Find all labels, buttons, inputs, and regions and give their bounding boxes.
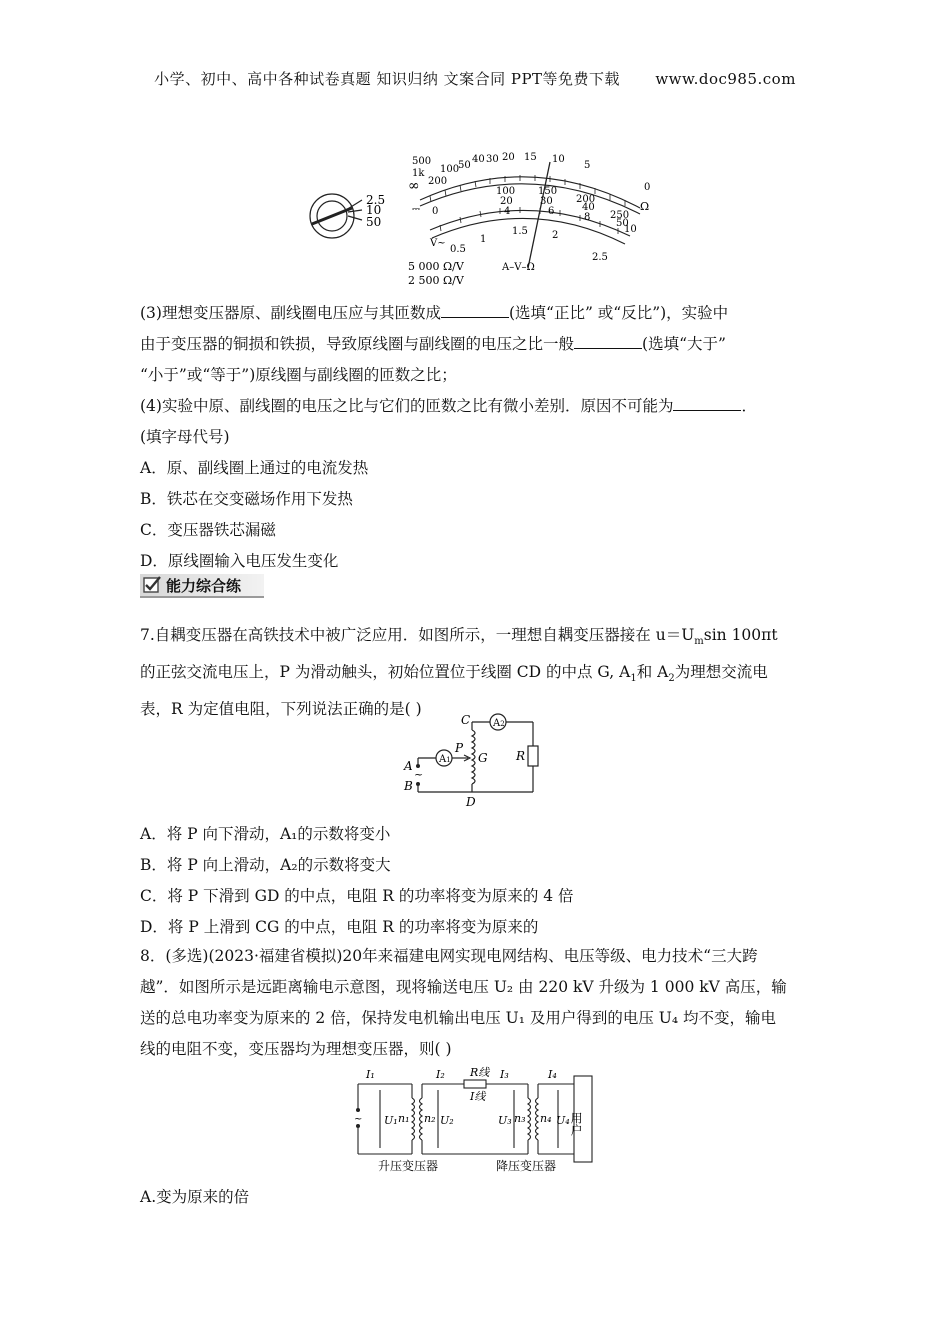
q6-p3-text: 由于变压器的铜损和铁损，导致原线圈与副线圈的电压之比一般 bbox=[140, 335, 575, 353]
label-r: R bbox=[516, 749, 526, 763]
selector-label-2.5: 2.5 bbox=[366, 193, 386, 207]
multimeter-figure bbox=[300, 150, 680, 290]
q6-p3-text: (选填“正比” 或“反比”)，实验中 bbox=[508, 304, 729, 322]
dc-symbol: ⎓ bbox=[412, 204, 420, 215]
ohm-label: 500 bbox=[412, 156, 432, 167]
q8-option-a[interactable]: A.变为原来的倍 bbox=[140, 1188, 250, 1206]
q6-option-a[interactable]: A．原、副线圈上通过的电流发热 bbox=[140, 459, 369, 477]
infinity-label: ∞ bbox=[408, 178, 420, 194]
q6-option-c[interactable]: C．变压器铁芯漏磁 bbox=[140, 521, 276, 539]
ac-label: 1 bbox=[480, 234, 487, 245]
dc-label: 6 bbox=[548, 206, 555, 217]
dc-label: 8 bbox=[584, 212, 591, 223]
ohm-label: 5 bbox=[584, 160, 591, 171]
q8-text: 线的电阻不变，变压器均为理想变压器，则( ) bbox=[140, 1040, 452, 1058]
section-banner bbox=[140, 572, 268, 599]
q6-p3-text: “小于”或“等于”)原线圈与副线圈的匝数之比； bbox=[140, 366, 457, 384]
label-d: D bbox=[466, 795, 476, 809]
dc-label: 40 bbox=[582, 202, 595, 213]
sensitivity-1: 5 000 Ω/V bbox=[408, 260, 464, 273]
q7-sub: m bbox=[694, 636, 704, 648]
q8-text: 送的总电功率变为原来的 2 倍，保持发电机输出电压 U₁ 及用户得到的电压 U₄ 均不变，输电 bbox=[140, 1009, 776, 1027]
label-u3: U₃ bbox=[498, 1114, 512, 1127]
ohm-symbol: Ω bbox=[640, 200, 650, 213]
ac-label: 2.5 bbox=[592, 252, 608, 263]
q7-text: 表，R 为定值电阻，下列说法正确的是( ) bbox=[140, 700, 422, 719]
ohm-label: 15 bbox=[524, 152, 537, 163]
label-u1: U₁ bbox=[384, 1114, 398, 1127]
selector-label-50: 50 bbox=[366, 215, 382, 229]
checkbox-icon bbox=[142, 575, 162, 595]
label-n4: n₄ bbox=[540, 1112, 552, 1125]
transmission-diagram bbox=[350, 1062, 600, 1174]
q7-option-a[interactable]: A．将 P 向下滑动，A₁的示数将变小 bbox=[140, 825, 391, 843]
ohm-scale-labels bbox=[408, 152, 650, 213]
label-u4: U₄ bbox=[556, 1114, 570, 1127]
avo-label: A–V–Ω bbox=[502, 262, 535, 273]
label-i-line: I线 bbox=[470, 1090, 486, 1103]
label-n3: n₃ bbox=[514, 1112, 526, 1125]
page-header bbox=[0, 68, 950, 89]
q7-option-b[interactable]: B．将 P 向上滑动，A₂的示数将变大 bbox=[140, 856, 391, 874]
section-title: 能力综合练 bbox=[166, 577, 242, 595]
q7-option-c[interactable]: C．将 P 下滑到 GD 的中点，电阻 R 的功率将变为原来的 4 倍 bbox=[140, 887, 574, 905]
q7-text: 的正弦交流电压上，P 为滑动触头，初始位置位于线圈 CD 的中点 G, A bbox=[140, 663, 631, 682]
label-c: C bbox=[461, 713, 471, 727]
dc-label: 250 bbox=[610, 210, 630, 221]
q7-text: 7.自耦变压器在高铁技术中被广泛应用．如图所示，一理想自耦变压器接在 u＝U bbox=[140, 626, 695, 644]
label-i4: I₄ bbox=[548, 1068, 557, 1081]
q6-p4-text: (4)实验中原、副线圈的电压之比与它们的匝数之比有微小差别．原因不可能为 bbox=[140, 397, 674, 415]
q6-p3-text: (3)理想变压器原、副线圈电压应与其匝数成 bbox=[140, 304, 441, 322]
dc-label: 150 bbox=[538, 186, 558, 197]
label-r-line: R线 bbox=[470, 1066, 490, 1079]
label-b: B bbox=[404, 779, 413, 793]
answer-blank[interactable] bbox=[673, 396, 741, 411]
ohm-label: 50 bbox=[458, 160, 471, 171]
dc-label: 10 bbox=[624, 224, 637, 235]
dc-label: 0 bbox=[432, 206, 439, 217]
q6-option-b[interactable]: B．铁芯在交变磁场作用下发热 bbox=[140, 490, 353, 508]
step-down-label: 降压变压器 bbox=[496, 1159, 557, 1173]
dc-label: 30 bbox=[540, 196, 553, 207]
ohm-label: 100 bbox=[440, 164, 460, 175]
step-up-label: 升压变压器 bbox=[378, 1159, 439, 1173]
ac-label: 2 bbox=[552, 230, 559, 241]
label-p: P bbox=[455, 741, 464, 755]
q7-text: sin 100πt bbox=[703, 626, 778, 644]
autotransformer-circuit bbox=[398, 712, 543, 812]
q6-option-d[interactable]: D．原线圈输入电压发生变化 bbox=[140, 552, 339, 570]
label-n2: n₂ bbox=[424, 1112, 436, 1125]
ohm-label: 30 bbox=[486, 154, 499, 165]
dc-label: 200 bbox=[576, 194, 596, 205]
label-i2: I₂ bbox=[436, 1068, 445, 1081]
ammeter-a2-label: A2 bbox=[493, 718, 505, 729]
q8-text: 8．(多选)(2023·福建省模拟)20年来福建电网实现电网结构、电压等级、电力技术“三大跨 bbox=[140, 947, 758, 965]
selector-label-10: 10 bbox=[366, 203, 382, 217]
ac-symbol: V~ bbox=[430, 238, 446, 249]
q6-p4-text: ． bbox=[741, 397, 757, 415]
sensitivity-2: 2 500 Ω/V bbox=[408, 274, 464, 287]
header-text: 小学、初中、高中各种试卷真题 知识归纳 文案合同 PPT等免费下载 bbox=[154, 70, 621, 88]
q6-p3-text: (选填“大于” bbox=[642, 335, 726, 353]
answer-blank[interactable] bbox=[574, 334, 642, 349]
ohm-label: 0 bbox=[644, 182, 651, 193]
q7-text: 和 A bbox=[636, 663, 669, 682]
ammeter-a1-label: A1 bbox=[439, 754, 451, 765]
q6-part3 bbox=[140, 298, 812, 453]
ac-scale-labels bbox=[429, 226, 608, 263]
dc-label: 50 bbox=[616, 218, 629, 229]
q8-text: 越”．如图所示是远距离输电示意图，现将输送电压 U₂ 由 220 kV 升级为 1 000 kV 高压，输 bbox=[140, 978, 787, 996]
ohm-label: 40 bbox=[472, 154, 485, 165]
ac-label: 0.5 bbox=[450, 244, 466, 255]
selector-knob bbox=[310, 194, 362, 238]
answer-blank[interactable] bbox=[441, 303, 509, 318]
label-n1: n₁ bbox=[398, 1112, 410, 1125]
ohm-label: 1k bbox=[412, 168, 425, 179]
user-box-label: 用户 bbox=[569, 1112, 583, 1136]
dc-label: 20 bbox=[500, 196, 513, 207]
ohm-label: 10 bbox=[552, 154, 565, 165]
q7-text: 为理想交流电 bbox=[674, 663, 768, 682]
label-i1: I₁ bbox=[366, 1068, 375, 1081]
label-a: A bbox=[404, 759, 413, 773]
ohm-label: 20 bbox=[502, 152, 515, 163]
q7-option-d[interactable]: D．将 P 上滑到 CG 的中点，电阻 R 的功率将变为原来的 bbox=[140, 918, 539, 936]
ohm-label: 200 bbox=[428, 176, 448, 187]
ac-source-symbol: ~ bbox=[414, 768, 424, 781]
q6-p4-text: (填字母代号) bbox=[140, 428, 230, 446]
dc-label: 100 bbox=[496, 186, 516, 197]
q7-stem: 7.自耦变压器在高铁技术中被广泛应用．如图所示，一理想自耦变压器接在 $u=U_m\sin$ 100πt 的正弦交流电压上，P 为滑动触头，初始位置位于线圈 CD 的中点 G, $A_1$和 $A_2$为理想交流电 表，R 为定值电阻，下列说法正确的是( ) bbox=[140, 620, 812, 725]
generator-ac-symbol: ~ bbox=[354, 1114, 363, 1125]
label-g: G bbox=[478, 751, 488, 765]
q8-stem bbox=[140, 941, 812, 1065]
label-u2: U₂ bbox=[440, 1114, 454, 1127]
dc-label: 4 bbox=[504, 206, 511, 217]
label-i3: I₃ bbox=[500, 1068, 509, 1081]
ac-label: 1.5 bbox=[512, 226, 528, 237]
header-site: www.doc985.com bbox=[655, 70, 796, 88]
